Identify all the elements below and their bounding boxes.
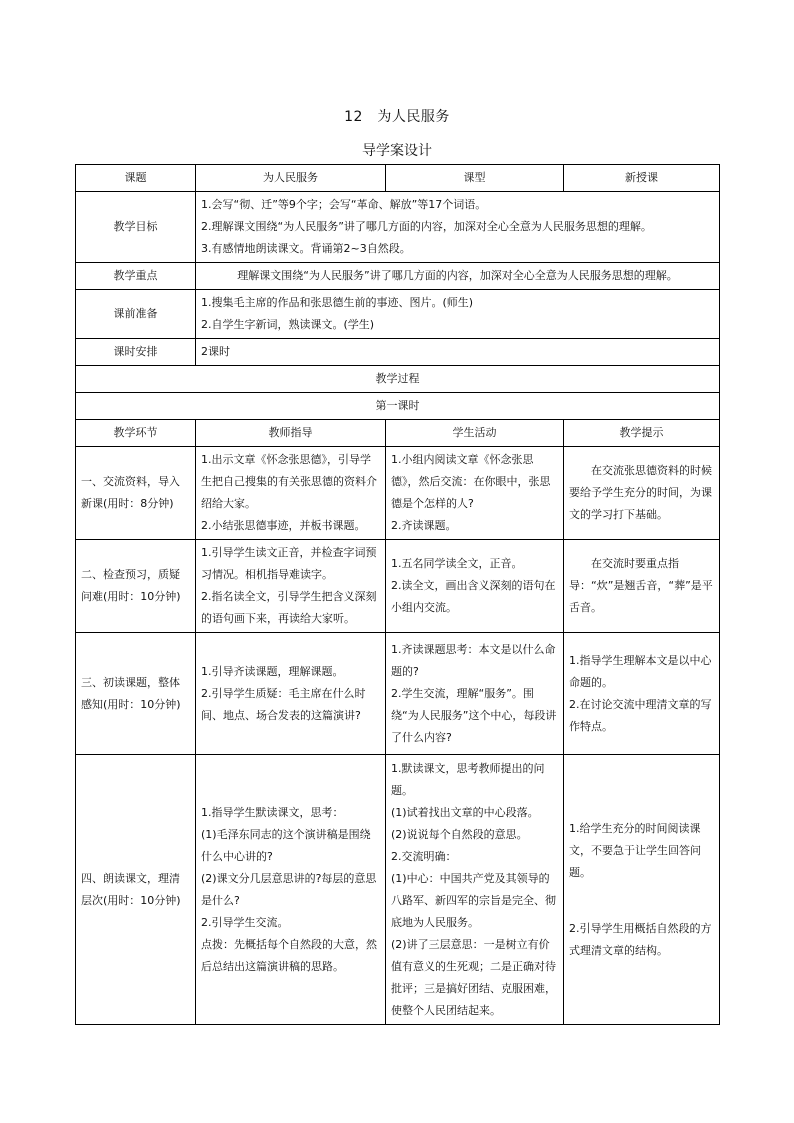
key-point-label: 教学重点 (76, 263, 196, 290)
prep-item: 2.自学生字新词，熟读课文。(学生) (201, 318, 375, 331)
teacher-line: 点拨：先概括每个自然段的大意，然后总结出这篇演讲稿的思路。 (201, 937, 377, 973)
topic-label: 课题 (76, 165, 196, 192)
step-stage: 四、朗读课文，理清层次(用时：10分钟) (76, 755, 196, 1025)
teacher-line: (2)课文分几层意思讲的?每层的意思是什么? (201, 871, 377, 907)
period-title: 第一课时 (76, 393, 720, 420)
student-activity (386, 633, 564, 755)
process-title: 教学过程 (76, 366, 720, 393)
goals-row (76, 192, 720, 263)
key-point-value: 理解课文围绕“为人民服务”讲了哪几方面的内容，加深对全心全意为人民服务思想的理解。 (196, 263, 720, 290)
teacher-line: 2.引导学生交流。 (201, 915, 289, 929)
hint-line: 在交流张思德资料的时候要给予学生充分的时间，为课文的学习打下基础。 (569, 464, 712, 521)
hint-line: 1.给学生充分的时间阅读课文，不要急于让学生回答问题。 (569, 821, 701, 879)
teaching-hint (564, 755, 720, 1025)
prep-row (76, 290, 720, 339)
hint-line: 在交流时要重点指导：“炊”是翘舌音，“葬”是平舌音。 (569, 557, 713, 614)
prep-content (196, 290, 720, 339)
type-value: 新授课 (564, 165, 720, 192)
student-activity (386, 755, 564, 1025)
teacher-line: (1)毛泽东同志的这个演讲稿是围绕什么中心讲的? (201, 827, 371, 863)
student-line: (2)说说每个自然段的意思。 (391, 827, 528, 841)
goal-item: 3.有感情地朗读课文。背诵第2~3自然段。 (201, 242, 411, 255)
step-stage: 三、初读课题，整体感知(用时：10分钟) (76, 633, 196, 755)
teaching-hint (564, 540, 720, 633)
teacher-line: 1.指导学生默读课文，思考： (201, 805, 344, 819)
teacher-line: 1.出示文章《怀念张思德》，引导学生把自己搜集的有关张思德的资料介绍给大家。 (201, 453, 377, 510)
schedule-label: 课时安排 (76, 339, 196, 366)
student-line: (2)讲了三层意思：一是树立有价值有意义的生死观；二是正确对待批评；三是搞好团结、克服困难，使整个人民团结起来。 (391, 937, 556, 1017)
document-subtitle: 导学案设计 (362, 143, 432, 159)
student-activity (386, 447, 564, 540)
goals-label: 教学目标 (76, 192, 196, 263)
hint-line: 2.在讨论交流中理清文章的写作特点。 (569, 697, 712, 733)
column-header-row (76, 420, 720, 447)
student-line: 2.读全文，画出含义深刻的语句在小组内交流。 (391, 579, 556, 614)
prep-item: 1.搜集毛主席的作品和张思德生前的事迹、图片。(师生) (201, 296, 474, 309)
period-title-row (76, 393, 720, 420)
column-header: 教学提示 (564, 420, 720, 447)
step-stage: 一、交流资料，导入新课(用时：8分钟) (76, 447, 196, 540)
column-header: 教师指导 (196, 420, 386, 447)
teaching-hint (564, 447, 720, 540)
lesson-plan-table (75, 164, 720, 1025)
column-header: 教学环节 (76, 420, 196, 447)
column-header: 学生活动 (386, 420, 564, 447)
schedule-value: 2课时 (196, 339, 720, 366)
teacher-guidance (196, 755, 386, 1025)
teacher-guidance (196, 447, 386, 540)
teacher-line: 2.指名读全文，引导学生把含义深刻的语句画下来，再读给大家听。 (201, 590, 377, 625)
step-row (76, 755, 720, 1025)
key-point-row (76, 263, 720, 290)
process-title-row (76, 366, 720, 393)
student-line: 1.五名同学读全文，正音。 (391, 557, 523, 570)
teacher-guidance (196, 540, 386, 633)
goal-item: 1.会写“彻、迁”等9个字；会写“革命、解放”等17个词语。 (201, 198, 487, 211)
student-line: (1)中心：中国共产党及其领导的八路军、新四军的宗旨是完全、彻底地为人民服务。 (391, 871, 556, 929)
student-line: 1.默读课文，思考教师提出的问题。 (391, 761, 545, 797)
student-line: 2.齐读课题。 (391, 519, 457, 532)
header-row (76, 165, 720, 192)
hint-line: 2.引导学生用概括自然段的方式理清文章的结构。 (569, 921, 712, 957)
step-stage: 二、检查预习，质疑问难(用时：10分钟) (76, 540, 196, 633)
prep-label: 课前准备 (76, 290, 196, 339)
hint-line: 1.指导学生理解本文是以中心命题的。 (569, 653, 712, 689)
teacher-line: 2.引导学生质疑：毛主席在什么时间、地点、场合发表的这篇演讲? (201, 686, 366, 722)
step-row (76, 540, 720, 633)
goal-item: 2.理解课文围绕“为人民服务”讲了哪几方面的内容，加深对全心全意为人民服务思想的理解。 (201, 220, 652, 233)
teacher-line: 1.引导学生读文正音，并检查字词预习情况。相机指导难读字。 (201, 546, 377, 581)
topic-value: 为人民服务 (196, 165, 386, 192)
document-title: 12 为人民服务 (344, 109, 450, 125)
student-line: 1.小组内阅读文章《怀念张思德》，然后交流：在你眼中，张思德是个怎样的人? (391, 453, 551, 510)
step-row (76, 633, 720, 755)
teaching-hint (564, 633, 720, 755)
student-line: 2.交流明确： (391, 849, 457, 863)
student-activity (386, 540, 564, 633)
student-line: (1)试着找出文章的中心段落。 (391, 805, 539, 819)
teacher-guidance (196, 633, 386, 755)
step-row (76, 447, 720, 540)
teacher-line: 1.引导齐读课题，理解课题。 (201, 664, 344, 678)
hint-spacer (569, 884, 714, 918)
student-line: 1.齐读课题思考：本文是以什么命题的? (391, 642, 556, 678)
type-label: 课型 (386, 165, 564, 192)
goals-content (196, 192, 720, 263)
teacher-line: 2.小结张思德事迹，并板书课题。 (201, 519, 366, 532)
schedule-row (76, 339, 720, 366)
student-line: 2.学生交流，理解“服务”。围绕“为人民服务”这个中心，每段讲了什么内容? (391, 686, 557, 744)
